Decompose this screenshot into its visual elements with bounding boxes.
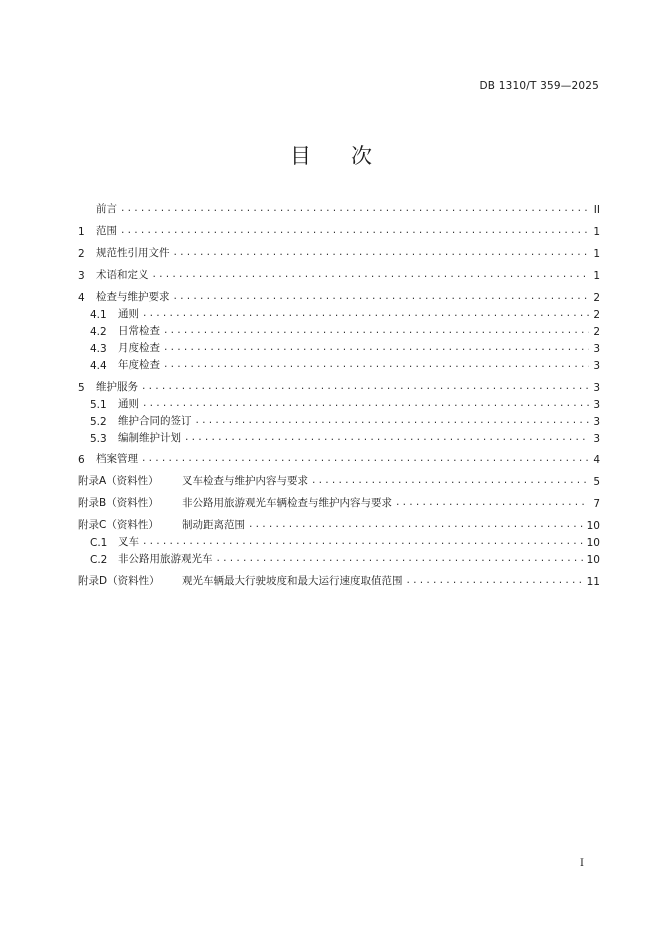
toc-dot-leader: [142, 397, 589, 411]
toc-entry[interactable]: [78, 339, 600, 355]
toc-dot-leader: [120, 224, 589, 238]
toc-entry-label: 叉车检查与维护内容与要求: [182, 475, 308, 487]
toc-entry-page: 1: [593, 270, 600, 282]
toc-entry-number: C.2: [90, 554, 108, 566]
toc-dot-leader: [142, 307, 589, 321]
toc-entry[interactable]: [78, 222, 600, 238]
toc-entry-page: 3: [593, 343, 600, 355]
toc-entry-page: 1: [593, 226, 600, 238]
toc-entry-page: 2: [593, 292, 600, 304]
toc-entry-number: 4.1: [90, 309, 107, 321]
toc-entry[interactable]: [78, 378, 600, 394]
toc-entry-number: 1: [78, 226, 85, 238]
toc-entry-number: 5.1: [90, 399, 107, 411]
toc-entry-page: 3: [593, 416, 600, 428]
toc-entry-label: 非公路用旅游观光车: [118, 553, 213, 565]
toc-entry-page: 2: [593, 326, 600, 338]
toc-entry-page: II: [593, 204, 600, 216]
toc-entry-number: 2: [78, 248, 85, 260]
toc-entry-label: 范围: [96, 225, 117, 237]
toc-dot-leader: [173, 290, 590, 304]
toc-entry[interactable]: [78, 305, 600, 321]
toc-dot-leader: [152, 268, 590, 282]
toc-entry-number: 4.4: [90, 360, 107, 372]
toc-entry-label: 观光车辆最大行驶坡度和最大运行速度取值范围: [182, 575, 403, 587]
title-char-2: 次: [351, 144, 372, 168]
toc-entry-page: 3: [593, 399, 600, 411]
toc-dot-leader: [173, 246, 590, 260]
toc-entry-number: 5.3: [90, 433, 107, 445]
toc-entry-page: 10: [586, 537, 600, 549]
toc-entry[interactable]: [78, 200, 600, 216]
toc-entry-label: 通则: [118, 308, 139, 320]
toc-dot-leader: [141, 452, 589, 466]
toc-entry-number: 附录A（资料性）: [78, 475, 159, 487]
toc-entry-page: 3: [593, 382, 600, 394]
toc-entry-number: 4: [78, 292, 85, 304]
toc-entry-label: 维护合同的签订: [118, 415, 192, 427]
toc-entry-label: 前言: [96, 203, 117, 215]
toc-entry[interactable]: [78, 550, 600, 566]
toc-entry-number: C.1: [90, 537, 108, 549]
toc-entry-number: 附录D（资料性）: [78, 575, 160, 587]
toc-entry-label: 规范性引用文件: [96, 247, 170, 259]
footer-page-number: I: [580, 858, 584, 869]
toc-entry-page: 3: [593, 433, 600, 445]
toc-dot-leader: [142, 535, 584, 549]
toc-entry[interactable]: [78, 412, 600, 428]
toc-entry-page: 11: [586, 576, 600, 588]
toc-entry-number: 5.2: [90, 416, 107, 428]
toc-entry-label: 日常检查: [118, 325, 160, 337]
toc-entry-number: 5: [78, 382, 85, 394]
toc-entry-page: 2: [593, 309, 600, 321]
toc-entry[interactable]: [78, 572, 600, 588]
toc-entry-label: 编制维护计划: [118, 432, 181, 444]
toc-entry-page: 1: [593, 248, 600, 260]
toc-dot-leader: [248, 518, 584, 532]
toc-dot-leader: [184, 431, 589, 445]
toc-entry[interactable]: [78, 472, 600, 488]
toc-entry-number: 附录B（资料性）: [78, 497, 159, 509]
toc-entry-number: 4.2: [90, 326, 107, 338]
toc-entry[interactable]: [78, 356, 600, 372]
toc-entry[interactable]: [78, 395, 600, 411]
toc-entry[interactable]: [78, 288, 600, 304]
toc-dot-leader: [120, 202, 589, 216]
toc-dot-leader: [163, 358, 589, 372]
toc-entry-label: 月度检查: [118, 342, 160, 354]
title-char-1: 目: [290, 144, 311, 168]
toc-entry[interactable]: [78, 533, 600, 549]
toc-entry[interactable]: [78, 429, 600, 445]
toc-entry-number: 附录C（资料性）: [78, 519, 159, 531]
toc-entry-label: 非公路用旅游观光车辆检查与维护内容与要求: [182, 497, 392, 509]
toc-dot-leader: [395, 496, 589, 510]
toc-entry[interactable]: [78, 244, 600, 260]
toc-entry-label: 通则: [118, 398, 139, 410]
toc-dot-leader: [163, 324, 589, 338]
toc-dot-leader: [216, 552, 584, 566]
page-title: [0, 140, 662, 170]
toc-entry[interactable]: [78, 322, 600, 338]
toc-entry-label: 维护服务: [96, 381, 138, 393]
toc-entry-page: 7: [593, 498, 600, 510]
toc-entry-number: 4.3: [90, 343, 107, 355]
toc-dot-leader: [311, 474, 589, 488]
toc-entry-label: 档案管理: [96, 453, 138, 465]
toc-entry-number: 3: [78, 270, 85, 282]
toc-entry-number: 6: [78, 454, 85, 466]
toc-entry[interactable]: [78, 516, 600, 532]
toc-entry-label: 术语和定义: [96, 269, 149, 281]
toc-entry[interactable]: [78, 266, 600, 282]
toc-dot-leader: [195, 414, 590, 428]
standard-id: DB 1310/T 359—2025: [479, 80, 599, 92]
toc-entry-label: 年度检查: [118, 359, 160, 371]
toc-entry-page: 10: [586, 554, 600, 566]
toc-entry-page: 10: [586, 520, 600, 532]
toc-dot-leader: [141, 380, 589, 394]
toc-dot-leader: [406, 574, 584, 588]
toc-entry[interactable]: [78, 494, 600, 510]
toc-entry-page: 5: [593, 476, 600, 488]
toc-entry-label: 叉车: [118, 536, 139, 548]
toc-entry-label: 制动距离范围: [182, 519, 245, 531]
toc-entry-page: 3: [593, 360, 600, 372]
toc-entry-label: 检查与维护要求: [96, 291, 170, 303]
toc-entry[interactable]: [78, 450, 600, 466]
toc-entry-page: 4: [593, 454, 600, 466]
toc-dot-leader: [163, 341, 589, 355]
